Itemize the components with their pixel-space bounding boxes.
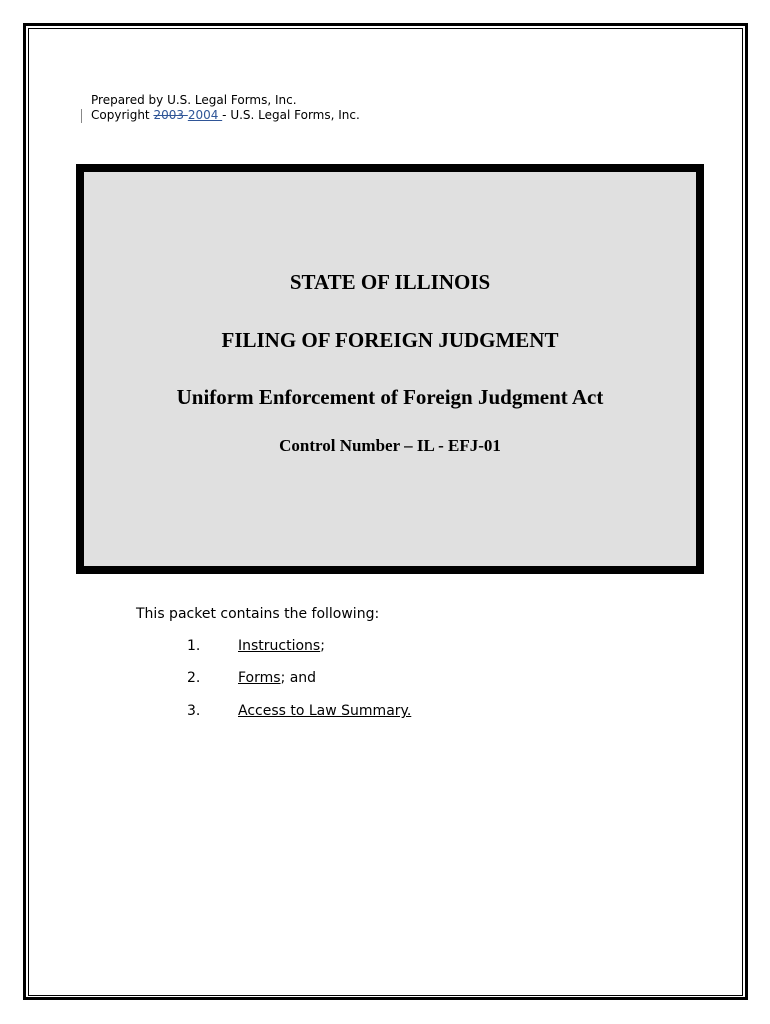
packet-intro: This packet contains the following: — [136, 606, 380, 622]
law-summary-link[interactable]: Access to Law Summary. — [238, 703, 412, 719]
list-item — [187, 670, 316, 686]
list-item-number: 1. — [187, 638, 201, 654]
copyright-line — [91, 108, 360, 123]
preparer-block — [91, 93, 360, 123]
list-item-suffix: ; and — [280, 670, 317, 686]
revision-change-bar — [81, 109, 82, 123]
list-item-number: 3. — [187, 703, 201, 719]
deleted-year: 2003 — [153, 108, 188, 122]
copyright-prefix: Copyright — [91, 108, 154, 122]
list-item-number: 2. — [187, 670, 201, 686]
list-item — [187, 638, 325, 654]
cover-box — [76, 164, 704, 574]
prepared-by-line: Prepared by U.S. Legal Forms, Inc. — [91, 93, 297, 107]
act-title: Uniform Enforcement of Foreign Judgment Act — [176, 385, 604, 409]
list-item — [187, 703, 411, 719]
list-item-suffix: ; — [320, 638, 325, 654]
forms-link[interactable]: Forms — [238, 670, 281, 686]
copyright-suffix: - U.S. Legal Forms, Inc. — [222, 108, 360, 122]
inserted-year: 2004 — [187, 108, 223, 122]
instructions-link[interactable]: Instructions — [238, 638, 321, 654]
filing-title: FILING OF FOREIGN JUDGMENT — [221, 328, 559, 352]
control-number: Control Number – IL - EFJ-01 — [279, 436, 501, 455]
state-title: STATE OF ILLINOIS — [289, 270, 491, 294]
